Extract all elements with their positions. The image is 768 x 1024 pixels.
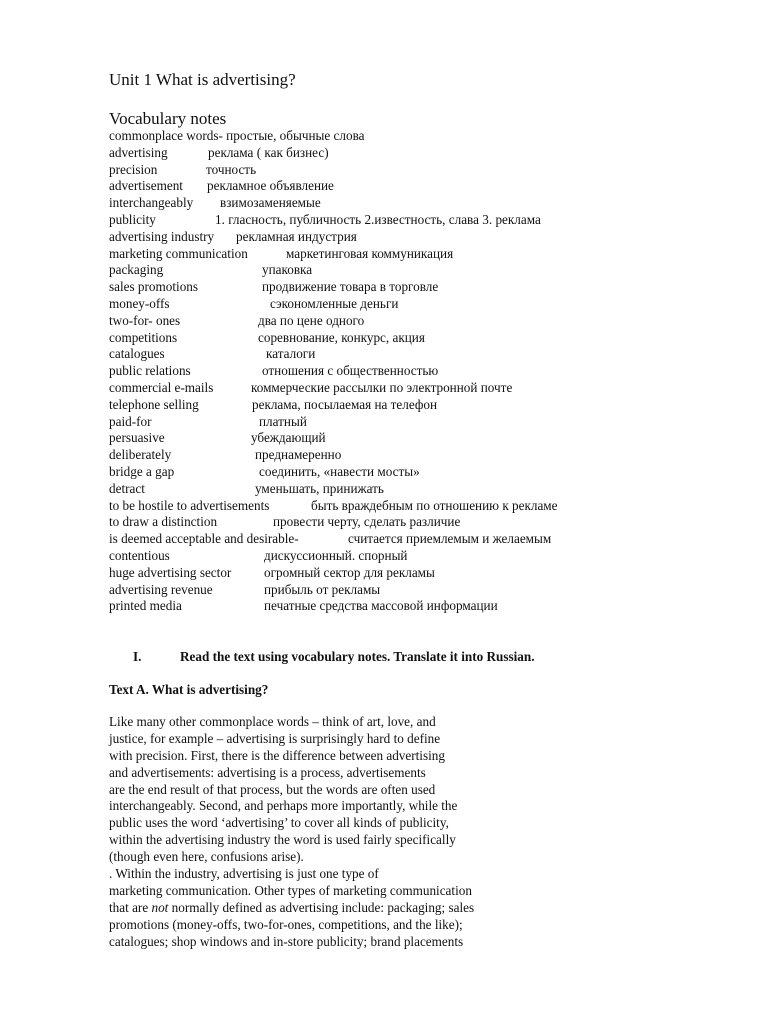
vocab-row <box>109 464 629 481</box>
vocab-definition: маркетинговая коммуникация <box>286 245 454 261</box>
text-title: Text A. What is advertising? <box>109 682 269 697</box>
body-line: Like many other commonplace words – think of art, love, and <box>109 714 436 729</box>
vocab-term: commonplace words- простые, обычные слова <box>109 128 365 143</box>
vocab-term: sales promotions <box>109 279 199 295</box>
body-line: catalogues; shop windows and in-store publicity; brand placements <box>109 933 464 949</box>
body-text <box>109 714 474 950</box>
body-line: promotions (money-offs, two-for-ones, competitions, and the like); <box>109 916 463 932</box>
vocab-term: is deemed acceptable and desirable- <box>109 531 299 547</box>
body-line: with precision. First, there is the difference between advertising <box>109 747 445 763</box>
vocab-row <box>109 162 629 179</box>
body-line: within the advertising industry the word is used fairly specifically <box>109 832 456 848</box>
vocab-row <box>109 582 629 599</box>
body-line: interchangeably. Second, and perhaps more importantly, while the <box>109 798 458 814</box>
body-line <box>109 900 474 917</box>
vocab-row <box>109 145 629 162</box>
vocab-definition: уменьшать, принижать <box>255 480 384 496</box>
vocab-term: huge advertising sector <box>109 564 232 580</box>
vocab-definition: упаковка <box>262 262 313 278</box>
body-line: are the end result of that process, but the words are often used <box>109 781 436 797</box>
body-line: . Within the industry, advertising is just one type of <box>109 866 379 882</box>
vocabulary-heading: Vocabulary notes <box>109 109 227 128</box>
vocab-term: money-offs <box>109 295 170 311</box>
body-line: justice, for example – advertising is surprisingly hard to define <box>109 730 441 746</box>
vocab-definition: печатные средства массовой информации <box>264 598 498 614</box>
vocab-definition: взимозаменяемые <box>220 195 321 211</box>
vocab-term: detract <box>109 480 145 496</box>
body-line: marketing communication. Other types of marketing communication <box>109 882 472 898</box>
vocab-definition: убеждающий <box>251 430 326 446</box>
vocab-definition: дискуссионный. спорный <box>264 547 408 563</box>
vocab-definition: соревнование, конкурс, акция <box>258 329 425 345</box>
task-instruction <box>133 649 535 665</box>
vocab-term: two-for- ones <box>109 312 181 328</box>
vocab-row <box>109 397 629 414</box>
vocab-term: to draw a distinction <box>109 514 218 530</box>
emphasized-word: not <box>151 899 169 915</box>
vocab-row <box>109 212 629 229</box>
vocab-definition: рекламная индустрия <box>236 228 357 244</box>
vocab-term: catalogues <box>109 346 165 362</box>
vocab-row <box>109 447 629 464</box>
vocab-row <box>109 548 629 565</box>
vocab-definition: провести черту, сделать различие <box>273 514 461 530</box>
vocab-definition: преднамеренно <box>255 447 342 463</box>
vocab-row <box>109 195 629 212</box>
vocab-term: to be hostile to advertisements <box>109 497 270 513</box>
vocab-term: telephone selling <box>109 396 199 412</box>
vocab-definition: два по цене одного <box>258 312 365 328</box>
vocab-row <box>109 246 629 263</box>
vocab-row <box>109 498 629 515</box>
body-text-fragment: normally defined as advertising include: packaging; sales <box>168 899 475 915</box>
vocab-term: advertising industry <box>109 228 215 244</box>
task-text: Read the text using vocabulary notes. Translate it into Russian. <box>180 649 535 664</box>
body-line: public uses the word ‘advertising’ to cover all kinds of publicity, <box>109 815 449 831</box>
vocab-definition: 1. гласность, публичность 2.известность, слава 3. реклама <box>215 211 541 227</box>
vocab-term: interchangeably <box>109 195 194 211</box>
vocab-definition: прибыль от рекламы <box>264 581 381 597</box>
vocab-row <box>109 178 629 195</box>
vocab-term: deliberately <box>109 447 172 463</box>
task-number: I. <box>133 649 142 664</box>
vocab-row <box>109 481 629 498</box>
vocab-definition: реклама ( как бизнес) <box>208 144 329 160</box>
vocab-term: printed media <box>109 598 182 614</box>
vocab-definition: соединить, «навести мосты» <box>259 463 420 479</box>
body-line: (though even here, confusions arise). <box>109 849 304 865</box>
vocab-row <box>109 414 629 431</box>
vocab-row <box>109 514 629 531</box>
body-text-fragment: that are <box>109 899 152 915</box>
vocab-definition: каталоги <box>266 346 316 362</box>
vocab-term: competitions <box>109 329 178 345</box>
vocab-row <box>109 296 629 313</box>
vocab-row <box>109 380 629 397</box>
vocab-definition: отношения с общественностью <box>262 363 439 379</box>
page-title: Unit 1 What is advertising? <box>109 70 296 89</box>
vocab-definition: платный <box>259 413 307 429</box>
vocab-definition: реклама, посылаемая на телефон <box>252 396 438 412</box>
vocab-term: contentious <box>109 547 170 563</box>
vocabulary-list <box>109 128 629 615</box>
vocab-definition: считается приемлемым и желаемым <box>348 531 552 547</box>
vocab-definition: огромный сектор для рекламы <box>264 564 435 580</box>
vocab-term: packaging <box>109 262 164 278</box>
vocab-row <box>109 229 629 246</box>
vocab-row <box>109 363 629 380</box>
vocab-term: bridge a gap <box>109 463 175 479</box>
vocab-definition: продвижение товара в торговле <box>262 279 439 295</box>
vocab-term: publicity <box>109 211 156 227</box>
vocab-term: advertising <box>109 144 168 160</box>
vocab-term: advertisement <box>109 178 183 194</box>
vocab-definition: сэкономленные деньги <box>270 295 399 311</box>
vocab-row <box>109 430 629 447</box>
vocab-term: marketing communication <box>109 245 248 261</box>
body-line: and advertisements: advertising is a process, advertisements <box>109 764 426 780</box>
vocab-term: persuasive <box>109 430 165 446</box>
vocab-row <box>109 313 629 330</box>
vocab-row <box>109 279 629 296</box>
vocab-row <box>109 598 629 615</box>
vocab-term: precision <box>109 161 158 177</box>
vocab-row <box>109 330 629 347</box>
vocab-row <box>109 565 629 582</box>
vocab-term: advertising revenue <box>109 581 213 597</box>
vocab-term: public relations <box>109 363 191 379</box>
vocab-row <box>109 262 629 279</box>
vocab-definition: быть враждебным по отношению к рекламе <box>311 497 558 513</box>
vocab-term: commercial e-mails <box>109 379 214 395</box>
vocab-definition: коммерческие рассылки по электронной почте <box>251 379 513 395</box>
vocab-row <box>109 531 629 548</box>
vocab-row <box>109 346 629 363</box>
vocab-row <box>109 128 629 145</box>
vocab-definition: рекламное объявление <box>207 178 334 194</box>
vocab-definition: точность <box>206 161 257 177</box>
vocab-term: paid-for <box>109 413 152 429</box>
